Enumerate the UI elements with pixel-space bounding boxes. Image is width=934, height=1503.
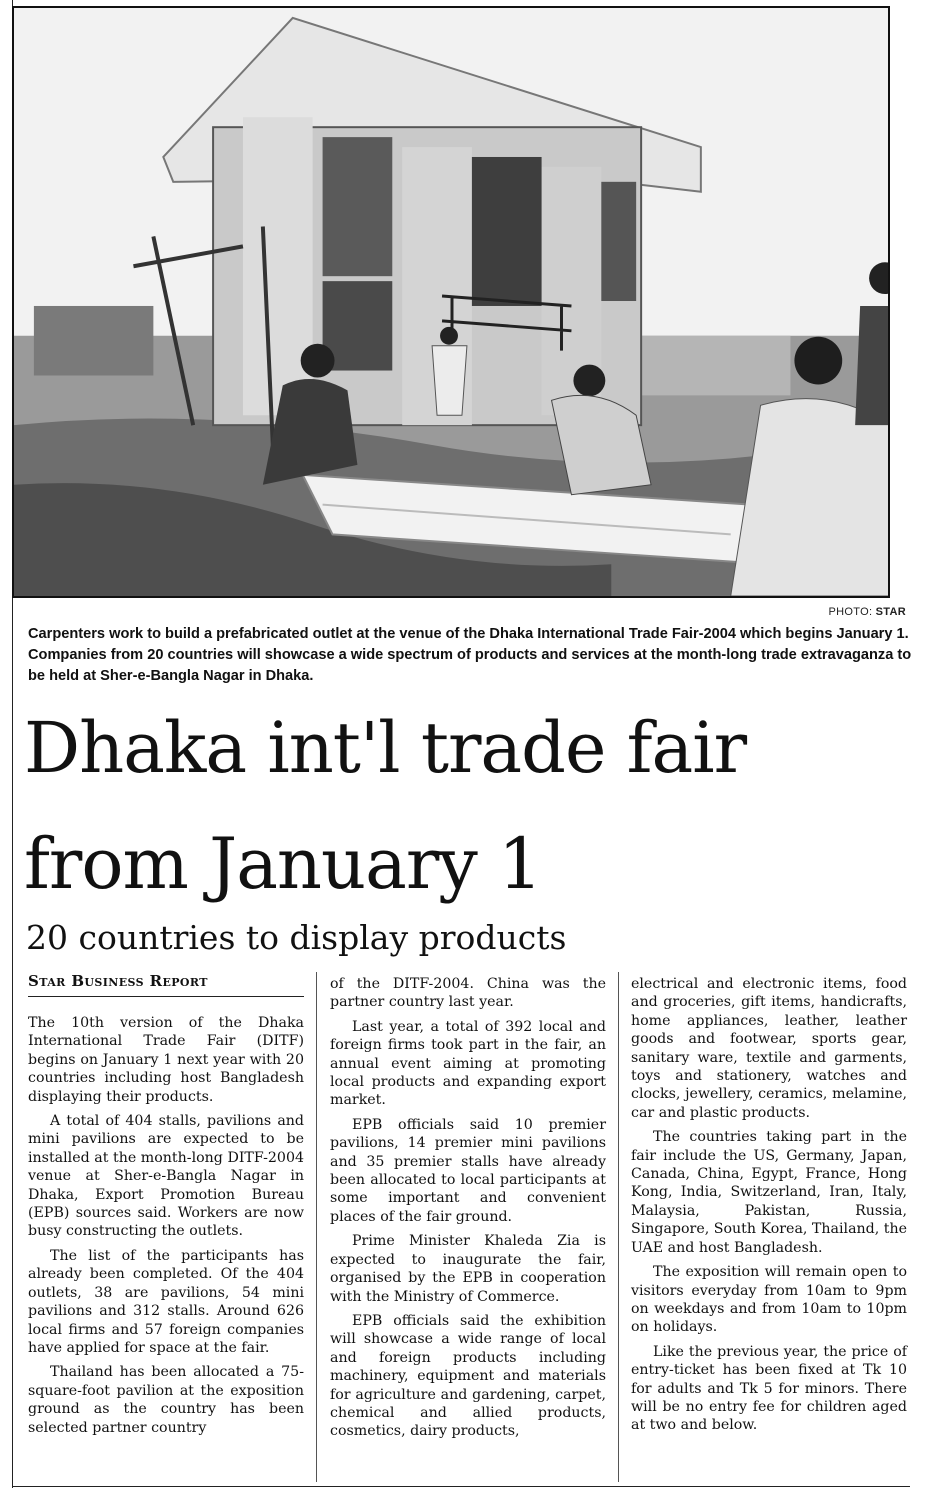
paragraph: A total of 404 stalls, pavilions and mini pavilions are expected to be installed at the month-long DITF-2004 venue at Sher-e-Bangla Nagar in Dhaka, Export Promotion Bureau (EPB) sources said. Workers are now busy constructing the outlets. xyxy=(28,1113,304,1240)
photo-credit-source: STAR xyxy=(875,606,906,618)
paragraph: The 10th version of the Dhaka International Trade Fair (DITF) begins on January 1 next year with 20 countries including host Bangladesh displaying their products. xyxy=(28,1015,304,1105)
photo-caption: Carpenters work to build a prefabricated outlet at the venue of the Dhaka International Trade Fair-2004 which begins January 1. Companies from 20 countries will showcase a wide spectrum of products and services at the month-long trade extravaganza to be held at Sher-e-Bangla Nagar in Dhaka. xyxy=(28,626,912,684)
photo-credit-prefix: PHOTO: xyxy=(828,606,873,618)
paragraph: The list of the participants has already been completed. Of the 404 outlets, 38 are pavilions, 54 mini pavilions and 312 stalls. Around 626 local firms and 57 foreign companies have applied for space at the fair. xyxy=(28,1247,304,1356)
article-column-3 xyxy=(631,975,907,1441)
paragraph: Like the previous year, the price of entry-ticket has been fixed at Tk 10 for adults and Tk 5 for minors. There will be no entry fee for children aged at two and below. xyxy=(631,1343,907,1434)
paragraph: EPB officials said the exhibition will showcase a wide range of local and foreign products including machinery, equipment and materials for agriculture and gardening, carpet, chemical and allied products, cosmetics, dairy products, xyxy=(330,1312,606,1440)
paragraph: The countries taking part in the fair include the US, Germany, Japan, Canada, China, Egypt, France, Hong Kong, India, Switzerland, Iran, Italy, Malaysia, Pakistan, Russia, Singapore, South Korea, Thailand, the UAE and host Bangladesh. xyxy=(631,1129,907,1256)
paragraph: The exposition will remain open to visitors everyday from 10am to 9pm on weekdays and from 10am to 10pm on holidays. xyxy=(631,1264,907,1336)
paragraph: Prime Minister Khaleda Zia is expected to inaugurate the fair, organised by the EPB in cooperation with the Ministry of Commerce. xyxy=(330,1233,606,1305)
article-column-2 xyxy=(330,975,606,1447)
headline-line-1: Dhaka int'l trade fair xyxy=(24,707,747,789)
byline: Star Business Report xyxy=(28,972,304,997)
paragraph: Last year, a total of 392 local and foreign firms took part in the fair, an annual event aiming at promoting local products and expanding export market. xyxy=(330,1018,606,1109)
bottom-rule xyxy=(12,1486,910,1487)
paragraph: of the DITF-2004. China was the partner country last year. xyxy=(330,976,606,1011)
paragraph: electrical and electronic items, food and groceries, gift items, handicrafts, home appliances, leather, leather goods and footwear, sports gear, sanitary ware, textile and garments, toys and stationery, watches and clocks, jewellery, ceramics, melamine, car and plastic products. xyxy=(631,976,907,1121)
paragraph: Thailand has been allocated a 75-square-foot pavilion at the exposition ground as the country has been selected partner country xyxy=(28,1364,304,1436)
column-divider-2 xyxy=(618,972,619,1482)
article-column-1 xyxy=(28,1014,304,1443)
column-divider-1 xyxy=(316,972,317,1482)
paragraph: EPB officials said 10 premier pavilions, 14 premier mini pavilions and 35 premier stalls have already been allocated to local participants at some important and convenient places of the fair ground. xyxy=(330,1116,606,1225)
photo-illustration xyxy=(14,8,888,596)
headline xyxy=(24,690,924,922)
headline-line-2: from January 1 xyxy=(24,823,542,905)
photo-credit xyxy=(829,606,906,618)
subheadline: 20 countries to display products xyxy=(26,918,567,957)
news-photo xyxy=(12,6,890,598)
